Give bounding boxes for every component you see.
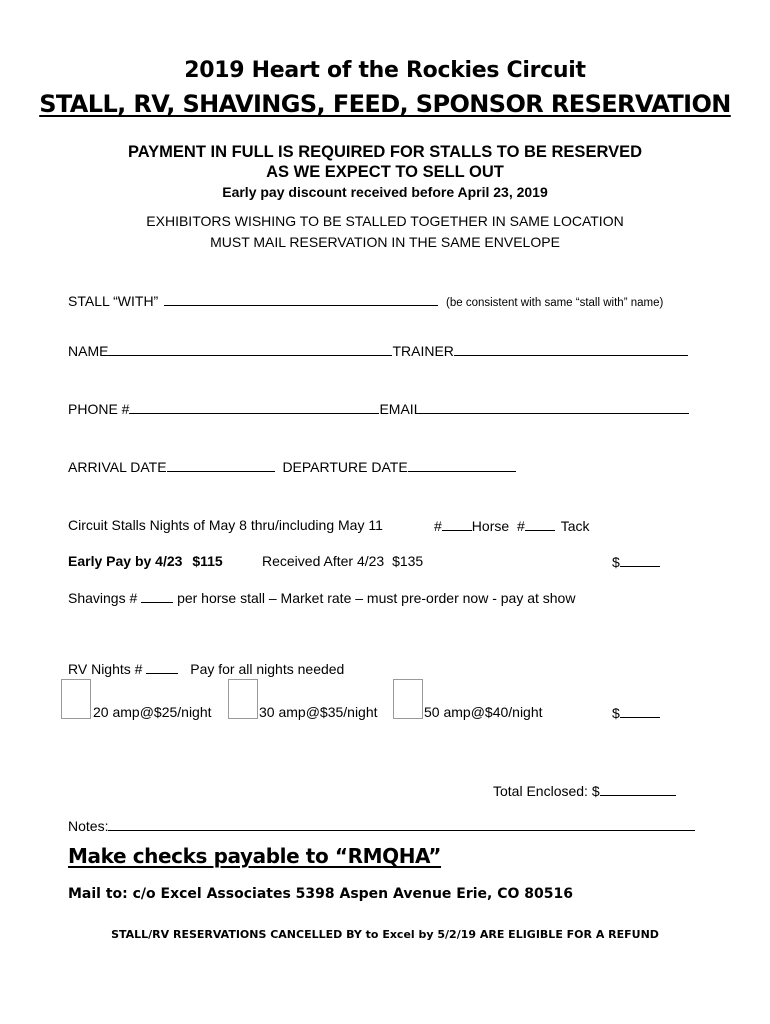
rv-50amp-label: 50 amp@$40/night (424, 704, 543, 720)
dates-row (68, 458, 516, 475)
shavings-label: Shavings # (68, 590, 138, 606)
arrival-field[interactable] (167, 458, 275, 472)
rv-20amp-label: 20 amp@$25/night (93, 704, 212, 720)
total-label: Total Enclosed: $ (493, 783, 600, 799)
make-checks-heading (68, 844, 441, 868)
notes-label: Notes: (68, 818, 109, 834)
exhibitors-notice-line2: MUST MAIL RESERVATION IN THE SAME ENVELOPE (210, 234, 560, 250)
email-label: EMAIL (379, 401, 422, 417)
form-subtitle (0, 90, 770, 118)
horse-label: Horse (471, 518, 510, 534)
stall-amount-field[interactable] (620, 553, 660, 567)
make-checks-text: Make checks payable to “RMQHA” (68, 844, 442, 868)
trainer-label: TRAINER (392, 343, 454, 359)
rv-nights-field[interactable] (146, 660, 178, 674)
early-discount-notice: Early pay discount received before April 23, 2019 (222, 184, 548, 200)
early-pay-label: Early Pay by 4/23 (68, 553, 183, 569)
horse-count-field[interactable] (442, 517, 472, 531)
name-label: NAME (68, 343, 109, 359)
mail-to-address: Mail to: c/o Excel Associates 5398 Aspen Avenue Erie, CO 80516 (68, 886, 573, 902)
tack-label: Tack (560, 518, 590, 534)
shavings-text: per horse stall – Market rate – must pre-order now - pay at show (177, 590, 576, 606)
early-pay-row (68, 553, 223, 569)
after-pay-row (262, 553, 423, 569)
stall-dollar: $ (612, 554, 620, 570)
exhibitors-notice-line1: EXHIBITORS WISHING TO BE STALLED TOGETHER IN SAME LOCATION (146, 213, 624, 229)
rv-30amp-label: 30 amp@$35/night (259, 704, 378, 720)
shavings-row (68, 589, 575, 606)
arrival-label: ARRIVAL DATE (68, 459, 167, 475)
departure-field[interactable] (408, 458, 516, 472)
notes-field[interactable] (108, 817, 695, 831)
horse-hash: # (434, 518, 442, 534)
payment-notice-line2: AS WE EXPECT TO SELL OUT (266, 163, 504, 181)
after-pay-price: $135 (392, 553, 424, 569)
rv-dollar: $ (612, 705, 620, 721)
early-pay-price: $115 (192, 553, 223, 569)
stall-count-row (434, 517, 590, 534)
rv-nights-note: Pay for all nights needed (190, 661, 345, 677)
rv-nights-label: RV Nights # (68, 661, 143, 677)
tack-count-field[interactable] (525, 517, 555, 531)
form-subtitle-text: STALL, RV, SHAVINGS, FEED, SPONSOR RESERVATION (39, 90, 731, 118)
payment-notice-line1: PAYMENT IN FULL IS REQUIRED FOR STALLS TO BE RESERVED (127, 143, 642, 161)
name-field[interactable] (108, 342, 392, 356)
stall-with-row (68, 292, 663, 309)
tack-hash: # (517, 518, 525, 534)
rv-30amp-checkbox[interactable] (228, 679, 258, 719)
cancellation-policy: STALL/RV RESERVATIONS CANCELLED BY to Excel by 5/2/19 ARE ELIGIBLE FOR A REFUND (111, 928, 659, 941)
form-title: 2019 Heart of the Rockies Circuit (184, 58, 586, 83)
circuit-stalls-text: Circuit Stalls Nights of May 8 thru/including May 11 (68, 517, 383, 533)
trainer-field[interactable] (454, 342, 688, 356)
total-field[interactable] (600, 782, 676, 796)
stall-with-label: STALL “WITH” (68, 293, 159, 309)
phone-label: PHONE # (68, 401, 130, 417)
stall-with-note: (be consistent with same “stall with” name) (446, 297, 664, 309)
departure-label: DEPARTURE DATE (282, 459, 408, 475)
rv-50amp-checkbox[interactable] (393, 679, 423, 719)
phone-row (68, 400, 689, 417)
after-pay-label: Received After 4/23 (262, 553, 385, 569)
shavings-count-field[interactable] (141, 589, 173, 603)
phone-field[interactable] (129, 400, 379, 414)
name-row (68, 342, 688, 359)
stall-amount-row (612, 553, 660, 570)
email-field[interactable] (421, 400, 689, 414)
rv-20amp-checkbox[interactable] (61, 679, 91, 719)
total-row (493, 782, 676, 799)
notes-row (68, 817, 695, 834)
rv-amount-row (612, 704, 660, 721)
stall-with-field[interactable] (164, 292, 438, 306)
rv-amount-field[interactable] (620, 704, 660, 718)
rv-nights-row (68, 660, 344, 677)
